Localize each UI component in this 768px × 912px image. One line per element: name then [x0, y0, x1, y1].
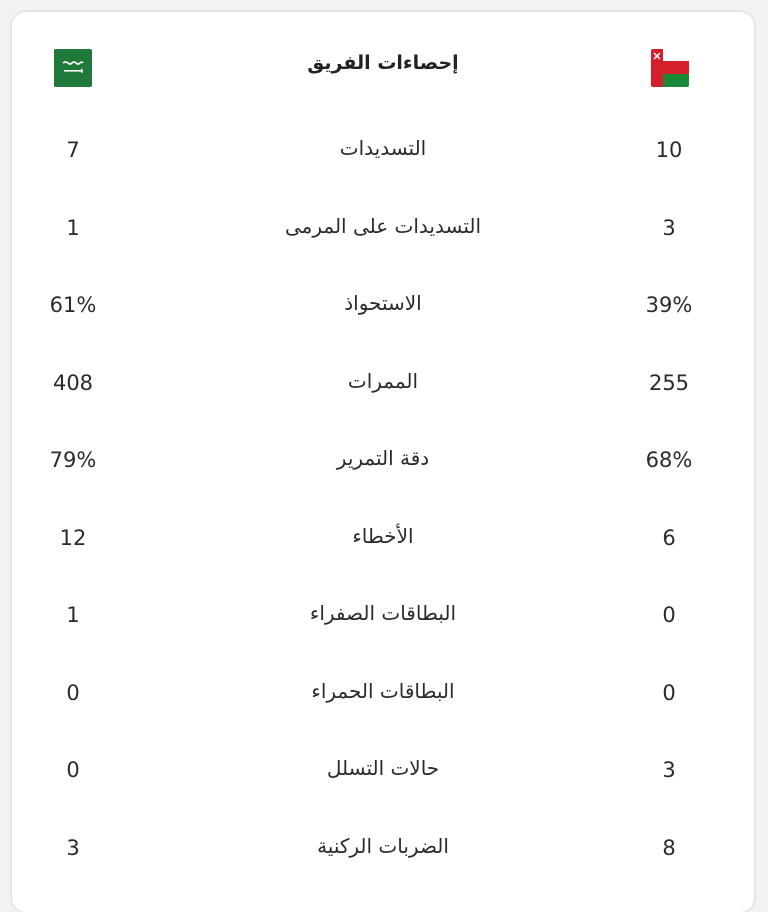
right-value: 0 [662, 603, 676, 627]
stat-label: دقة التمرير [336, 446, 430, 470]
stat-label: الضربات الركنية [317, 833, 449, 858]
right-value: 3 [662, 215, 676, 240]
stat-row-corners [12, 810, 754, 888]
right-value: 10 [655, 138, 683, 162]
left-value: 0 [66, 758, 80, 782]
stat-row-offsides [12, 732, 754, 810]
stat-row-fouls [12, 500, 754, 578]
left-value: 7 [66, 138, 80, 162]
stat-label: التسديدات على المرمى [284, 213, 482, 238]
stat-label: التسديدات [339, 136, 427, 160]
team-stats-card [12, 12, 754, 912]
stat-row-red-cards [12, 655, 754, 733]
stat-label: البطاقات الحمراء [311, 678, 455, 703]
stat-row-possession [12, 267, 754, 345]
left-value: 408 [52, 370, 94, 395]
page-title: إحصاءات الفريق [307, 52, 459, 74]
right-value: 0 [662, 680, 676, 705]
oman-flag-icon [651, 49, 689, 87]
stat-label: البطاقات الصفراء [309, 601, 457, 625]
right-value: 39% [645, 293, 693, 317]
left-value: 79% [49, 448, 97, 472]
stat-row-shots-on-target [12, 190, 754, 268]
left-value: 12 [59, 525, 87, 550]
saudi-arabia-flag-icon [54, 49, 92, 87]
stat-row-pass-accuracy [12, 422, 754, 500]
stats-list [12, 112, 754, 887]
stat-label: الاستحواذ [344, 291, 422, 315]
stat-label: الأخطاء [352, 523, 414, 548]
left-value: 61% [49, 293, 97, 317]
left-value: 1 [66, 603, 80, 627]
right-value: 68% [645, 448, 693, 472]
stat-row-shots [12, 112, 754, 190]
stat-label: حالات التسلل [326, 756, 440, 780]
right-value: 8 [662, 835, 676, 860]
left-value: 1 [66, 215, 80, 240]
stat-label: الممرات [347, 368, 419, 393]
right-value: 6 [662, 525, 676, 550]
right-value: 3 [662, 758, 676, 782]
left-value: 0 [66, 680, 80, 705]
stats-header [12, 12, 754, 120]
stat-row-yellow-cards [12, 577, 754, 655]
right-value: 255 [648, 370, 690, 395]
left-value: 3 [66, 835, 80, 860]
stat-row-passes [12, 345, 754, 423]
